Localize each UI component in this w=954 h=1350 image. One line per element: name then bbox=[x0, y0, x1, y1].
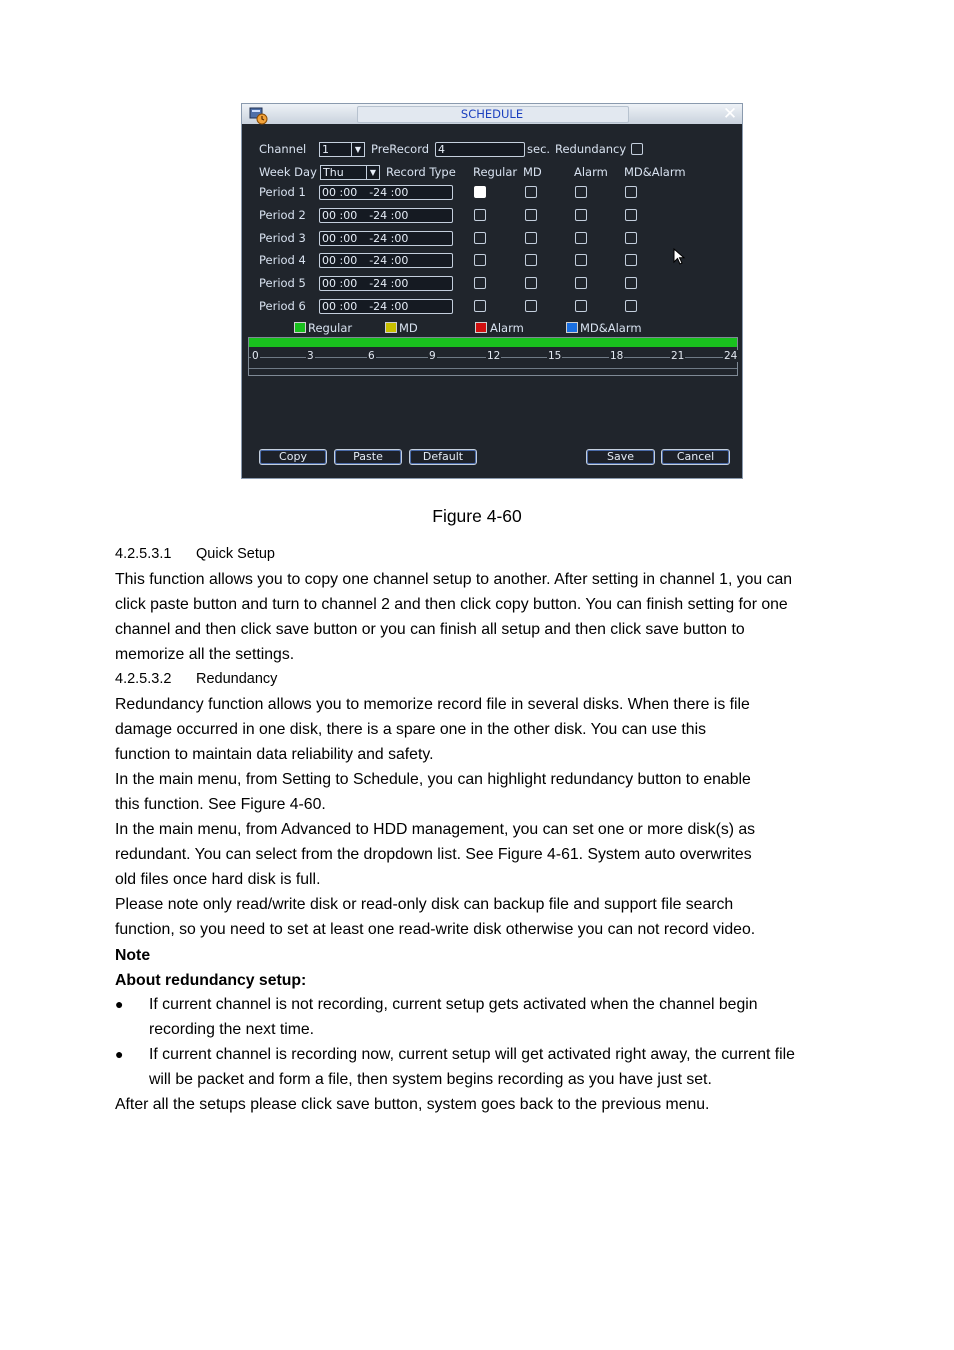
period-6-regular-checkbox[interactable] bbox=[474, 300, 486, 312]
period-6-md-alarm-checkbox[interactable] bbox=[625, 300, 637, 312]
channel-label: Channel bbox=[259, 142, 307, 156]
period-4-time-input[interactable]: 00 :00 -24 :00 bbox=[319, 253, 453, 268]
redundancy-label: Redundancy bbox=[555, 142, 627, 156]
period-1-md-alarm-checkbox[interactable] bbox=[625, 186, 637, 198]
period-2-md-checkbox[interactable] bbox=[525, 209, 537, 221]
period-5-md-checkbox[interactable] bbox=[525, 277, 537, 289]
section-heading-quick-setup bbox=[115, 542, 275, 567]
section-title: Redundancy bbox=[196, 671, 278, 687]
prerecord-label: PreRecord bbox=[371, 142, 430, 156]
period-4-md-checkbox[interactable] bbox=[525, 254, 537, 266]
paragraph-line: damage occurred in one disk, there is a spare one in the other disk. You can use this bbox=[115, 721, 706, 738]
dialog-titlebar bbox=[242, 104, 742, 124]
column-regular: Regular bbox=[473, 165, 518, 179]
paragraph-line: function, so you need to set at least one read-write disk otherwise you can not record video. bbox=[115, 921, 756, 938]
weekday-select[interactable] bbox=[320, 165, 380, 180]
period-label: Period 3 bbox=[259, 231, 306, 245]
paragraph-line: memorize all the settings. bbox=[115, 646, 295, 663]
bullet-icon: ● bbox=[115, 996, 124, 1012]
bullet-line: If current channel is recording now, current setup will get activated right away, the current file bbox=[149, 1046, 795, 1063]
section-number: 4.2.5.3.1 bbox=[115, 546, 172, 562]
bullet-line: recording the next time. bbox=[149, 1021, 315, 1038]
paragraph-line: this function. See Figure 4-60. bbox=[115, 796, 326, 813]
period-1-alarm-checkbox[interactable] bbox=[575, 186, 587, 198]
timeline-tick: 12 bbox=[487, 350, 501, 362]
period-5-regular-checkbox[interactable] bbox=[474, 277, 486, 289]
timeline-tick: 21 bbox=[671, 350, 685, 362]
period-2-alarm-checkbox[interactable] bbox=[575, 209, 587, 221]
redundancy-checkbox[interactable] bbox=[631, 143, 643, 155]
channel-value: 1 bbox=[322, 143, 329, 156]
paragraph-line: function to maintain data reliability and safety. bbox=[115, 746, 434, 763]
timeline-tick: 0 bbox=[252, 350, 259, 362]
timeline-tick: 9 bbox=[429, 350, 436, 362]
schedule-dialog bbox=[241, 103, 743, 479]
legend-swatch-md-alarm bbox=[566, 322, 578, 333]
bullet-icon: ● bbox=[115, 1046, 124, 1062]
legend-swatch-regular bbox=[294, 322, 306, 333]
column-md: MD bbox=[523, 165, 542, 179]
closing-paragraph: After all the setups please click save button, system goes back to the previous menu. bbox=[115, 1096, 710, 1113]
period-3-md-checkbox[interactable] bbox=[525, 232, 537, 244]
period-label: Period 4 bbox=[259, 253, 306, 267]
bullet-line: will be packet and form a file, then system begins recording as you have just set. bbox=[149, 1071, 712, 1088]
legend-swatch-md bbox=[385, 322, 397, 333]
timeline-axis-lower bbox=[249, 368, 737, 369]
weekday-label: Week Day bbox=[259, 165, 317, 179]
timeline-tick: 3 bbox=[307, 350, 314, 362]
section-title: Quick Setup bbox=[196, 546, 275, 562]
default-button[interactable]: Default bbox=[409, 449, 477, 465]
chevron-down-icon: ▼ bbox=[366, 166, 379, 179]
period-2-time-input[interactable]: 00 :00 -24 :00 bbox=[319, 208, 453, 223]
period-1-md-checkbox[interactable] bbox=[525, 186, 537, 198]
period-label: Period 6 bbox=[259, 299, 306, 313]
period-label: Period 5 bbox=[259, 276, 306, 290]
period-4-regular-checkbox[interactable] bbox=[474, 254, 486, 266]
close-icon[interactable]: ✕ bbox=[722, 104, 738, 124]
bullet-line: If current channel is not recording, current setup gets activated when the channel begin bbox=[149, 996, 758, 1013]
legend-label-regular: Regular bbox=[308, 321, 353, 335]
mouse-cursor-icon bbox=[673, 248, 687, 266]
legend-label-md-alarm: MD&Alarm bbox=[580, 321, 642, 335]
period-label: Period 1 bbox=[259, 185, 306, 199]
record-type-label: Record Type bbox=[386, 165, 456, 179]
paragraph-line: channel and then click save button or you can finish all setup and then click save button to bbox=[115, 621, 745, 638]
period-2-md-alarm-checkbox[interactable] bbox=[625, 209, 637, 221]
sec-label: sec. bbox=[527, 142, 551, 156]
timeline-tick: 15 bbox=[548, 350, 562, 362]
schedule-app-icon bbox=[248, 105, 268, 125]
prerecord-input[interactable]: 4 bbox=[435, 142, 525, 157]
dialog-title: SCHEDULE bbox=[460, 107, 524, 121]
timeline-regular-bar bbox=[249, 338, 737, 347]
period-3-time-input[interactable]: 00 :00 -24 :00 bbox=[319, 231, 453, 246]
column-alarm: Alarm bbox=[574, 165, 608, 179]
period-2-regular-checkbox[interactable] bbox=[474, 209, 486, 221]
cancel-button[interactable]: Cancel bbox=[661, 449, 730, 465]
period-3-regular-checkbox[interactable] bbox=[474, 232, 486, 244]
timeline-tick: 18 bbox=[610, 350, 624, 362]
period-1-regular-checkbox[interactable] bbox=[474, 186, 486, 198]
period-4-alarm-checkbox[interactable] bbox=[575, 254, 587, 266]
section-number: 4.2.5.3.2 bbox=[115, 671, 172, 687]
period-3-md-alarm-checkbox[interactable] bbox=[625, 232, 637, 244]
period-5-md-alarm-checkbox[interactable] bbox=[625, 277, 637, 289]
note-subtitle: About redundancy setup: bbox=[115, 972, 307, 989]
legend-label-alarm: Alarm bbox=[490, 321, 524, 335]
period-4-md-alarm-checkbox[interactable] bbox=[625, 254, 637, 266]
figure-caption: Figure 4-60 bbox=[432, 506, 522, 526]
period-6-alarm-checkbox[interactable] bbox=[575, 300, 587, 312]
weekday-value: Thu bbox=[323, 166, 344, 179]
paragraph-line: Redundancy function allows you to memorize record file in several disks. When there is file bbox=[115, 696, 750, 713]
paragraph-line: old files once hard disk is full. bbox=[115, 871, 321, 888]
schedule-timeline[interactable] bbox=[248, 337, 738, 376]
paragraph-line: This function allows you to copy one channel setup to another. After setting in channel 1, you can bbox=[115, 571, 793, 588]
paragraph-line: In the main menu, from Setting to Schedule, you can highlight redundancy button to enable bbox=[115, 771, 751, 788]
timeline-tick: 6 bbox=[368, 350, 375, 362]
legend-swatch-alarm bbox=[475, 322, 487, 333]
legend-label-md: MD bbox=[399, 321, 418, 335]
chevron-down-icon: ▼ bbox=[351, 143, 364, 156]
timeline-tick: 24 bbox=[724, 350, 738, 362]
column-md-alarm: MD&Alarm bbox=[624, 165, 686, 179]
note-label: Note bbox=[115, 947, 151, 964]
paragraph-line: Please note only read/write disk or read-only disk can backup file and support file search bbox=[115, 896, 734, 913]
period-1-time-input[interactable]: 00 :00 -24 :00 bbox=[319, 185, 453, 200]
period-label: Period 2 bbox=[259, 208, 306, 222]
save-button[interactable]: Save bbox=[586, 449, 655, 465]
paste-button[interactable]: Paste bbox=[334, 449, 402, 465]
period-5-time-input[interactable]: 00 :00 -24 :00 bbox=[319, 276, 453, 291]
channel-select[interactable] bbox=[319, 142, 365, 157]
copy-button[interactable]: Copy bbox=[259, 449, 327, 465]
period-5-alarm-checkbox[interactable] bbox=[575, 277, 587, 289]
paragraph-line: In the main menu, from Advanced to HDD management, you can set one or more disk(s) as bbox=[115, 821, 756, 838]
section-heading-redundancy bbox=[115, 667, 277, 692]
period-6-time-input[interactable]: 00 :00 -24 :00 bbox=[319, 299, 453, 314]
period-3-alarm-checkbox[interactable] bbox=[575, 232, 587, 244]
paragraph-line: click paste button and turn to channel 2 and then click copy button. You can finish setting for one bbox=[115, 596, 788, 613]
period-6-md-checkbox[interactable] bbox=[525, 300, 537, 312]
paragraph-line: redundant. You can select from the dropdown list. See Figure 4-61. System auto overwrites bbox=[115, 846, 752, 863]
